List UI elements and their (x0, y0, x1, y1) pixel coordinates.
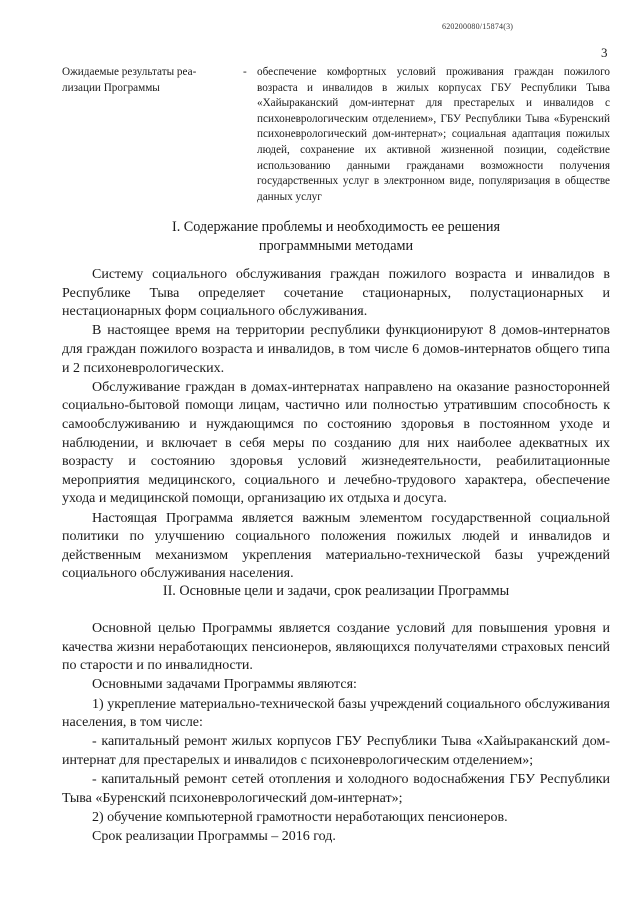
row-label (62, 65, 232, 96)
section-1-title-line-1: I. Содержание проблемы и необходимость ее решения (171, 219, 501, 235)
section-1-body (62, 266, 610, 584)
section-1-paragraph: Обслуживание граждан в домах-интернатах направлено на оказание разносторонней социально-бытовой помощи лицам, частично или полностью утратившим способность к самообслуживанию и нуждающимся по состоянию здоровья в постоянном уходе и наблюдении, и включает в себя меры по созданию для них наиболее адекватных их возрасту и состоянию здоровья условий жизнедеятельности, реабилитационные мероприятия медицинского, социального и лечебно-трудового характера, обеспечение ухода и медицинской помощи, организацию их отдыха и досуга. (62, 379, 610, 507)
section-2-paragraph: - капитальный ремонт сетей отопления и холодного водоснабжения ГБУ Республики Тыва «Буренский психоневрологический дом-интернат»; (62, 772, 610, 806)
section-2-paragraph: 2) обучение компьютерной грамотности неработающих пенсионеров. (92, 809, 508, 825)
row-label-line-1: Ожидаемые результаты реа- (62, 66, 197, 78)
section-1-title-line-2: программными методами (258, 238, 414, 254)
row-label-line-2: лизации Программы (62, 81, 160, 94)
row-dash: - (243, 66, 247, 78)
section-1-paragraph: Настоящая Программа является важным элементом государственной социальной политики по улучшению социального положения пожилых людей и инвалидов и действенным механизмом укрепления материально-технической базы учреждений социального обслуживания населения. (62, 510, 610, 582)
section-2-body (62, 620, 610, 847)
document-id: 620200080/15874(3) (442, 22, 514, 31)
section-2-paragraph: Основной целью Программы является создание условий для повышения уровня и качества жизни неработающих пенсионеров, являющихся получателями страховых пенсий по старости и по инвалидности. (62, 621, 610, 674)
section-2-paragraph: Срок реализации Программы – 2016 год. (92, 829, 336, 845)
section-2-paragraph: Основными задачами Программы являются: (92, 677, 357, 693)
row-value (257, 65, 610, 205)
section-2-paragraph: - капитальный ремонт жилых корпусов ГБУ Республики Тыва «Хайыраканский дом-интернат для престарелых и инвалидов с психоневрологическим отделением»; (62, 734, 610, 768)
section-2-title (62, 582, 610, 601)
section-2-paragraph: 1) укрепление материально-технической базы учреждений социального обслуживания населения, в том числе: (62, 696, 610, 731)
section-1-paragraph: Систему социального обслуживания граждан пожилого возраста и инвалидов в Республике Тыва определяет сочетание стационарных, полустационарных и нестационарных форм социального обслуживания. (62, 267, 610, 320)
section-1-paragraph: В настоящее время на территории республики функционируют 8 домов-интернатов для граждан пожилого возраста и инвалидов, в том числе 6 домов-интернатов общего типа и 2 психоневрологических. (62, 323, 610, 376)
section-1-title (62, 218, 610, 256)
section-2-title-line: II. Основные цели и задачи, срок реализации Программы (162, 583, 510, 599)
page-number: 3 (601, 45, 608, 60)
row-value-text: обеспечение комфортных условий проживания граждан пожилого возраста и инвалидов в жилых корпусах ГБУ Республики Тыва «Хайыраканский дом-интернат для престарелых и инвалидов с психоневрологическим отделением», ГБУ Республики Тыва «Буренский психоневрологический дом-интернат»; социальная адаптация пожилых людей, сохранение их активной жизненной позиции, содействие использованию данными гражданами возможности получения государственных услуг в электронном виде, популяризация в обществе данных услуг (257, 66, 610, 203)
